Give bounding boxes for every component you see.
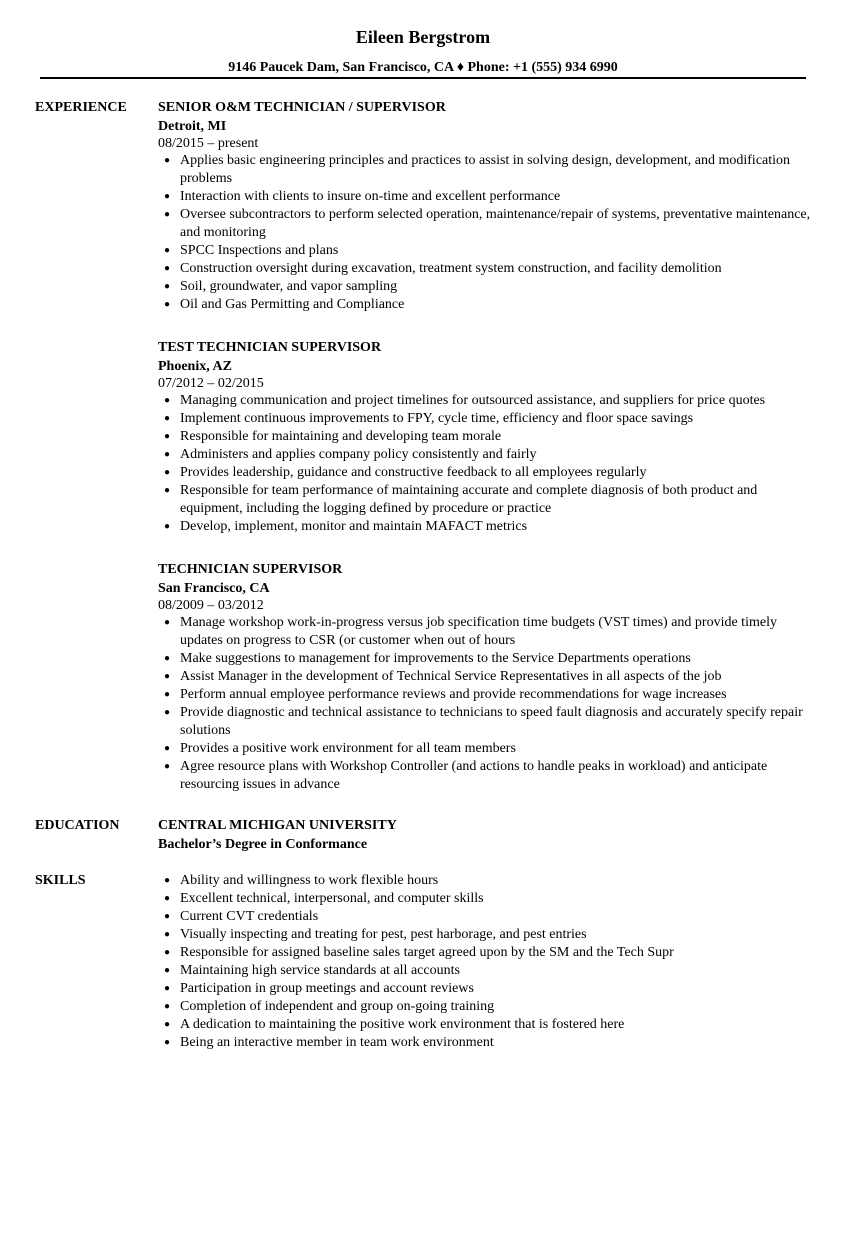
skill-item: ● Completion of independent and group on-going training bbox=[164, 999, 495, 1014]
bullet-item: ● Assist Manager in the development of Technical Service Representatives in all aspects of the job bbox=[164, 669, 722, 684]
job-dates: 07/2012 – 02/2015 bbox=[158, 376, 264, 391]
skill-item: ● Current CVT credentials bbox=[164, 909, 319, 924]
bullet-icon: ● bbox=[164, 521, 171, 532]
bullet-icon: ● bbox=[164, 155, 171, 166]
education-body bbox=[158, 817, 818, 854]
job-title: TEST TECHNICIAN SUPERVISOR bbox=[158, 340, 382, 355]
bullet-item: ● Applies basic engineering principles and practices to assist in solving design, development, and modification problems bbox=[164, 153, 791, 186]
job-entry bbox=[158, 99, 818, 314]
job-location: San Francisco, CA bbox=[158, 581, 270, 596]
skill-item: ● Excellent technical, interpersonal, and computer skills bbox=[164, 891, 484, 906]
job-location: Phoenix, AZ bbox=[158, 359, 232, 374]
bullet-icon: ● bbox=[164, 911, 171, 922]
bullet-icon: ● bbox=[164, 653, 171, 664]
education-label: EDUCATION bbox=[35, 818, 120, 833]
bullet-item: ● Agree resource plans with Workshop Controller (and actions to handle peaks in workload) and anticipate resourcing issues in advance bbox=[164, 759, 768, 792]
bullet-item: ● Provides a positive work environment for all team members bbox=[164, 741, 516, 756]
bullet-item: ● Soil, groundwater, and vapor sampling bbox=[164, 279, 398, 294]
bullet-icon: ● bbox=[164, 965, 171, 976]
bullet-item: ● Responsible for maintaining and developing team morale bbox=[164, 429, 502, 444]
bullet-icon: ● bbox=[164, 893, 171, 904]
bullet-item: ● Make suggestions to management for improvements to the Service Departments operations bbox=[164, 651, 691, 666]
bullet-icon: ● bbox=[164, 1019, 171, 1030]
bullet-icon: ● bbox=[164, 743, 171, 754]
bullet-icon: ● bbox=[164, 1037, 171, 1048]
job-entry bbox=[158, 561, 818, 794]
bullet-icon: ● bbox=[164, 485, 171, 496]
contact-line: 9146 Paucek Dam, San Francisco, CA ♦ Phone: +1 (555) 934 6990 bbox=[228, 60, 618, 75]
bullet-item: ● Perform annual employee performance reviews and provide recommendations for wage increases bbox=[164, 687, 727, 702]
job-location: Detroit, MI bbox=[158, 119, 227, 134]
bullet-item: ● Manage workshop work-in-progress versus job specification time budgets (VST times) and provide timely updates on progress to CSR (or customer when out of hours bbox=[164, 615, 777, 648]
skill-item: ● A dedication to maintaining the positive work environment that is fostered here bbox=[164, 1017, 625, 1032]
bullet-icon: ● bbox=[164, 929, 171, 940]
bullet-item: ● Construction oversight during excavation, treatment system construction, and facility demolition bbox=[164, 261, 722, 276]
bullet-item: ● Develop, implement, monitor and maintain MAFACT metrics bbox=[164, 519, 528, 534]
bullet-icon: ● bbox=[164, 983, 171, 994]
bullet-item: ● SPCC Inspections and plans bbox=[164, 243, 339, 258]
job-bullets bbox=[158, 392, 818, 536]
bullet-icon: ● bbox=[164, 245, 171, 256]
job-title: TECHNICIAN SUPERVISOR bbox=[158, 562, 343, 577]
skill-item: ● Responsible for assigned baseline sales target agreed upon by the SM and the Tech Supr bbox=[164, 945, 674, 960]
skill-item: ● Visually inspecting and treating for pest, pest harborage, and pest entries bbox=[164, 927, 587, 942]
bullet-item: ● Managing communication and project timelines for outsourced assistance, and suppliers for price quotes bbox=[164, 393, 766, 408]
bullet-icon: ● bbox=[164, 191, 171, 202]
experience-label: EXPERIENCE bbox=[35, 100, 127, 115]
bullet-item: ● Implement continuous improvements to FPY, cycle time, efficiency and floor space savings bbox=[164, 411, 694, 426]
bullet-icon: ● bbox=[164, 299, 171, 310]
degree-name: Bachelor’s Degree in Conformance bbox=[158, 837, 368, 852]
job-entry bbox=[158, 339, 818, 536]
job-bullets bbox=[158, 614, 818, 794]
skill-item: ● Ability and willingness to work flexible hours bbox=[164, 873, 439, 888]
skill-item: ● Participation in group meetings and account reviews bbox=[164, 981, 474, 996]
bullet-item: ● Provides leadership, guidance and constructive feedback to all employees regularly bbox=[164, 465, 647, 480]
bullet-icon: ● bbox=[164, 1001, 171, 1012]
bullet-icon: ● bbox=[164, 707, 171, 718]
bullet-item: ● Interaction with clients to insure on-time and excellent performance bbox=[164, 189, 561, 204]
skills-label: SKILLS bbox=[35, 873, 86, 888]
bullet-icon: ● bbox=[164, 689, 171, 700]
bullet-icon: ● bbox=[164, 449, 171, 460]
job-dates: 08/2009 – 03/2012 bbox=[158, 598, 264, 613]
bullet-icon: ● bbox=[164, 263, 171, 274]
job-title: SENIOR O&M TECHNICIAN / SUPERVISOR bbox=[158, 100, 446, 115]
school-name: CENTRAL MICHIGAN UNIVERSITY bbox=[158, 818, 397, 833]
bullet-icon: ● bbox=[164, 431, 171, 442]
header-divider bbox=[40, 77, 806, 79]
skills-body bbox=[158, 872, 818, 1052]
bullet-item: ● Provide diagnostic and technical assistance to technicians to speed fault diagnosis and accurately specify repair solutions bbox=[164, 705, 803, 738]
bullet-item: ● Oil and Gas Permitting and Compliance bbox=[164, 297, 405, 312]
bullet-icon: ● bbox=[164, 209, 171, 220]
bullet-icon: ● bbox=[164, 875, 171, 886]
skill-item: ● Being an interactive member in team work environment bbox=[164, 1035, 494, 1050]
job-bullets bbox=[158, 152, 818, 314]
bullet-icon: ● bbox=[164, 617, 171, 628]
bullet-icon: ● bbox=[164, 671, 171, 682]
bullet-item: ● Oversee subcontractors to perform selected operation, maintenance/repair of systems, preventative maintenance, and monitoring bbox=[164, 207, 811, 240]
bullet-icon: ● bbox=[164, 413, 171, 424]
bullet-icon: ● bbox=[164, 467, 171, 478]
job-dates: 08/2015 – present bbox=[158, 136, 259, 151]
skill-item: ● Maintaining high service standards at all accounts bbox=[164, 963, 460, 978]
resume-name: Eileen Bergstrom bbox=[355, 27, 491, 47]
bullet-icon: ● bbox=[164, 761, 171, 772]
bullet-item: ● Responsible for team performance of maintaining accurate and complete diagnosis of both product and equipment, including the logging defined by procedure or practice bbox=[164, 483, 758, 516]
experience-body bbox=[158, 99, 818, 819]
bullet-icon: ● bbox=[164, 947, 171, 958]
skills-list bbox=[158, 872, 818, 1052]
bullet-icon: ● bbox=[164, 395, 171, 406]
bullet-icon: ● bbox=[164, 281, 171, 292]
bullet-item: ● Administers and applies company policy consistently and fairly bbox=[164, 447, 537, 462]
